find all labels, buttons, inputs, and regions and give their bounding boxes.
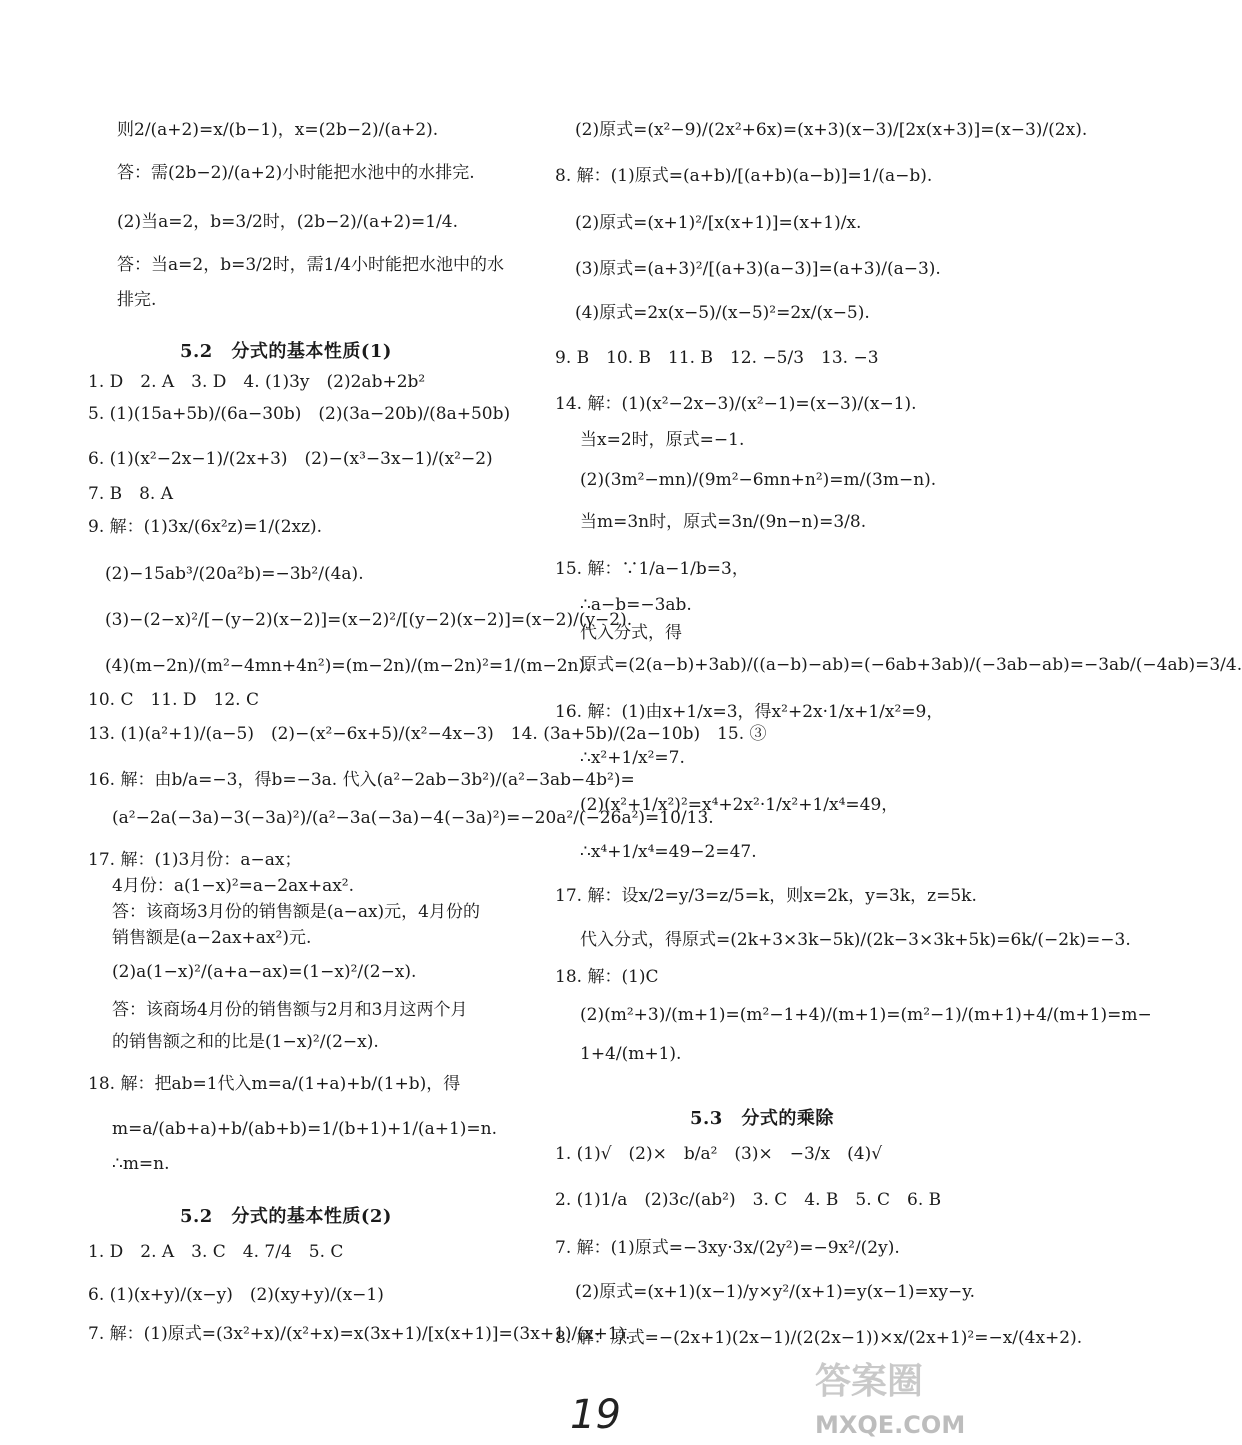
answer-line: 9. B 10. B 11. B 12. −5/3 13. −3 <box>555 348 879 368</box>
text-line: 答：当a=2，b=3/2时，需1/4小时能把水池中的水 <box>117 255 505 275</box>
answer-line: (4)原式=2x(x−5)/(x−5)²=2x/(x−5). <box>575 303 870 323</box>
section-heading: 5.3 分式的乘除 <box>690 1108 834 1129</box>
answer-line: (2)(x²+1/x²)²=x⁴+2x²·1/x²+1/x⁴=49， <box>580 795 899 815</box>
answer-line: 16. 解：由b/a=−3，得b=−3a. 代入(a²−2ab−3b²)/(a²−3ab−4b²)= <box>88 770 635 790</box>
answer-line: 6. (1)(x²−2x−1)/(2x+3) (2)−(x³−3x−1)/(x²−2) <box>88 449 493 469</box>
section-heading: 5.2 分式的基本性质(1) <box>180 341 392 362</box>
answer-line: 7. 解：(1)原式=(3x²+x)/(x²+x)=x(3x+1)/[x(x+1)]=(3x+1)/(x+1). <box>88 1324 631 1344</box>
text-line: 则2/(a+2)=x/(b−1)，x=(2b−2)/(a+2). <box>117 120 439 140</box>
answer-line: 8. 解：原式=−(2x+1)(2x−1)/(2(2x−1))×x/(2x+1)²=−x/(4x+2). <box>555 1328 1083 1348</box>
answer-line: ∴x²+1/x²=7. <box>580 748 685 768</box>
answer-line: 18. 解：(1)C <box>555 967 659 987</box>
answer-line: 7. B 8. A <box>88 484 174 504</box>
watermark-url: MXQE.COM <box>815 1411 966 1439</box>
answer-line: (3)原式=(a+3)²/[(a+3)(a−3)]=(a+3)/(a−3). <box>575 259 941 279</box>
answer-line: 1. D 2. A 3. D 4. (1)3y (2)2ab+2b² <box>88 372 426 392</box>
watermark-logo <box>810 1355 990 1440</box>
answer-line: (4)(m−2n)/(m²−4mn+4n²)=(m−2n)/(m−2n)²=1/(m−2n). <box>105 656 591 676</box>
answer-line: 1. D 2. A 3. C 4. 7/4 5. C <box>88 1242 344 1262</box>
answer-line: 5. (1)(15a+5b)/(6a−30b) (2)(3a−20b)/(8a+50b) <box>88 404 511 424</box>
answer-line: 15. 解：∵1/a−1/b=3， <box>555 559 749 579</box>
answer-line: (2)原式=(x+1)²/[x(x+1)]=(x+1)/x. <box>575 213 862 233</box>
section-heading: 5.2 分式的基本性质(2) <box>180 1206 392 1227</box>
answer-line: 当m=3n时，原式=3n/(9n−n)=3/8. <box>580 512 867 532</box>
answer-line: m=a/(ab+a)+b/(ab+b)=1/(b+1)+1/(a+1)=n. <box>112 1119 497 1139</box>
answer-line: 原式=(2(a−b)+3ab)/((a−b)−ab)=(−6ab+3ab)/(−3ab−ab)=−3ab/(−4ab)=3/4. <box>580 655 1242 675</box>
answer-line: 17. 解：设x/2=y/3=z/5=k，则x=2k，y=3k，z=5k. <box>555 886 977 906</box>
answer-line: 9. 解：(1)3x/(6x²z)=1/(2xz). <box>88 517 323 537</box>
answer-line: 代入分式，得原式=(2k+3×3k−5k)/(2k−3×3k+5k)=6k/(−2k)=−3. <box>580 930 1131 950</box>
answer-line: (a²−2a(−3a)−3(−3a)²)/(a²−3a(−3a)−4(−3a)²)=−20a²/(−26a²)=10/13. <box>112 808 714 828</box>
answer-line: 18. 解：把ab=1代入m=a/(1+a)+b/(1+b)，得 <box>88 1074 461 1094</box>
answer-line: 13. (1)(a²+1)/(a−5) (2)−(x²−6x+5)/(x²−4x−3) 14. (3a+5b)/(2a−10b) 15. ③ <box>88 724 767 744</box>
answer-line: 1. (1)√ (2)× b/a² (3)× −3/x (4)√ <box>555 1144 883 1164</box>
text-line: 答：需(2b−2)/(a+2)小时能把水池中的水排完. <box>117 163 475 183</box>
answer-line: (2)原式=(x+1)(x−1)/y×y²/(x+1)=y(x−1)=xy−y. <box>575 1282 975 1302</box>
answer-line: 8. 解：(1)原式=(a+b)/[(a+b)(a−b)]=1/(a−b). <box>555 166 933 186</box>
answer-line: ∴a−b=−3ab. <box>580 595 692 615</box>
answer-line: 14. 解：(1)(x²−2x−3)/(x²−1)=(x−3)/(x−1). <box>555 394 917 414</box>
answer-line: 代入分式，得 <box>580 623 682 643</box>
text-line: 排完. <box>117 290 157 310</box>
answer-line: 2. (1)1/a (2)3c/(ab²) 3. C 4. B 5. C 6. B <box>555 1190 942 1210</box>
answer-line: 7. 解：(1)原式=−3xy·3x/(2y²)=−9x²/(2y). <box>555 1238 900 1258</box>
answer-line: (2)−15ab³/(20a²b)=−3b²/(4a). <box>105 564 364 584</box>
answer-line: (2)原式=(x²−9)/(2x²+6x)=(x+3)(x−3)/[2x(x+3)]=(x−3)/(2x). <box>575 120 1088 140</box>
answer-line: 10. C 11. D 12. C <box>88 690 259 710</box>
answer-line: 17. 解：(1)3月份：a−ax； <box>88 850 302 870</box>
answer-line: ∴x⁴+1/x⁴=49−2=47. <box>580 842 757 862</box>
text-line: (2)当a=2，b=3/2时，(2b−2)/(a+2)=1/4. <box>117 212 458 232</box>
answer-line: 答：该商场3月份的销售额是(a−ax)元，4月份的 <box>112 902 480 922</box>
answer-line: (2)a(1−x)²/(a+a−ax)=(1−x)²/(2−x). <box>112 962 417 982</box>
answer-line: (2)(m²+3)/(m+1)=(m²−1+4)/(m+1)=(m²−1)/(m+1)+4/(m+1)=m− <box>580 1005 1152 1025</box>
answer-line: 答：该商场4月份的销售额与2月和3月这两个月 <box>112 1000 468 1020</box>
answer-line: 4月份：a(1−x)²=a−2ax+ax². <box>112 876 355 896</box>
answer-line: 6. (1)(x+y)/(x−y) (2)(xy+y)/(x−1) <box>88 1285 384 1305</box>
answer-line: 销售额是(a−2ax+ax²)元. <box>112 928 312 948</box>
answer-line: (2)(3m²−mn)/(9m²−6mn+n²)=m/(3m−n). <box>580 470 937 490</box>
watermark-text: 答案圈 <box>815 1361 924 1402</box>
answer-line: 16. 解：(1)由x+1/x=3，得x²+2x·1/x+1/x²=9， <box>555 702 944 722</box>
answer-line: (3)−(2−x)²/[−(y−2)(x−2)]=(x−2)²/[(y−2)(x−2)]=(x−2)/(y−2). <box>105 610 633 630</box>
answer-line: 当x=2时，原式=−1. <box>580 430 745 450</box>
answer-line: ∴m=n. <box>112 1154 170 1174</box>
page-number: 19 <box>570 1392 621 1438</box>
answer-line: 1+4/(m+1). <box>580 1044 682 1064</box>
answer-line: 的销售额之和的比是(1−x)²/(2−x). <box>112 1032 379 1052</box>
